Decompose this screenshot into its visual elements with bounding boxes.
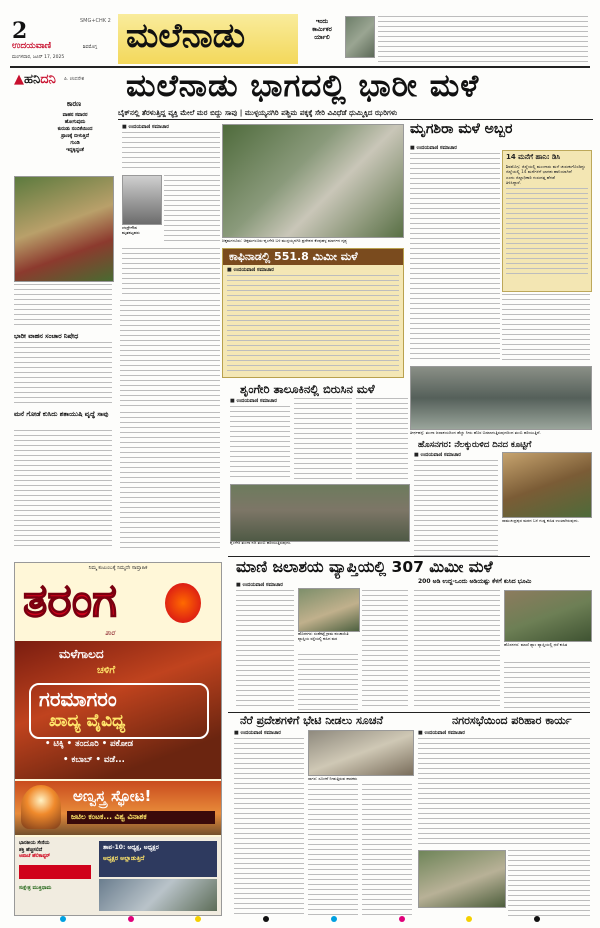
lead-text-2 — [164, 175, 220, 245]
hani-title-right: ದನಿ — [40, 72, 56, 87]
lead-photo-caption: ಚಿಕ್ಕಮಗಳೂರು: ಚಿಕ್ಕಮಗಳೂರು-ಶೃಂಗೇರಿ ಬಳಿ ಮುಳ್ಳಯ್ಯನಗಿರಿ ಪ್ರದೇಶದ ಕೆಂಪುಹಳ್ಳ ಮಾರ್ಗದ ದೃಶ್ಯ — [222, 238, 348, 243]
ad-tagline: ನಿಮ್ಮ ಕುಟುಂಬಕ್ಕೆ ನಿಮ್ಮದೇ ಸಾಪ್ತಾಹಿಕ — [88, 565, 148, 571]
city: ಶಿವಮೊಗ್ಗ — [83, 45, 97, 50]
ad-food-panel — [15, 641, 221, 779]
ad-bottom-left-2: ಶಕ್ತಿ ಹೆಚ್ಚಿಸಲಿದೆ — [19, 847, 43, 853]
hosanagar-text — [414, 460, 498, 556]
hani-author: ಪಿ. ಚಂದನೇಶ — [64, 77, 85, 82]
bottom-right-headline[interactable]: ನಗರಸಭೆಯಿಂದ ಪರಿಹಾರ ಕಾರ್ಯ — [452, 714, 572, 727]
paper-name: ಉದಯವಾಣಿ — [12, 41, 52, 51]
hani-heading: ಕಾರಣ — [66, 100, 82, 108]
hani-line: ಕುರುಡು ನಂಬಿಕೆಯಿಂದ — [57, 127, 93, 132]
left-photo — [14, 176, 114, 282]
bottom-left-photo-1 — [308, 730, 414, 776]
box-story — [502, 150, 592, 292]
ad-items-2: • ಕಬಾಬ್ • ವಡೆ... — [63, 755, 125, 765]
bottom-rule — [228, 712, 590, 713]
cyan-mark — [331, 916, 337, 922]
bottom-left-headline[interactable]: ನೆರೆ ಪ್ರದೇಶಗಳಿಗೆ ಭೇಟಿ ನೀಡಲು ಸೂಚನೆ — [240, 714, 383, 727]
ad-banner-sub-bg — [67, 811, 215, 824]
ad-brand: ತರಂಗ — [23, 573, 117, 627]
victim-portrait — [122, 175, 162, 225]
bottom-right-byline: ■ ಉದಯವಾಣಿ ಸಮಾಚಾರ — [418, 730, 465, 736]
dam-photo-1 — [298, 588, 360, 632]
promo-line-1: ಇಂದು — [315, 18, 329, 25]
yellow-mark — [195, 916, 201, 922]
dam-photo-2 — [504, 590, 592, 642]
ad-brand-swirl-icon — [165, 583, 201, 623]
ad-feature-2: ಖಾದ್ಯ ವೈವಿಧ್ಯ — [49, 711, 126, 731]
magenta-mark — [128, 916, 134, 922]
rain-box — [222, 248, 404, 378]
bottom-left-caption-1: ಸಾಗರ: ಸೂಚನೆ ನೀಡುತ್ತಿರುವ ಶಾಸಕರು — [308, 776, 358, 781]
bridge-photo-caption: ತೀರ್ಥಹಳ್ಳಿ: ತುಂಗಾ ಜಲಾಶಯದಿಂದ ಹೆಚ್ಚು ನೀರು ಹೊರ ಬಿಡಲಾಗುತ್ತಿರುವುದರಿಂದ ತುಂಬಿ ಹರಿಯುತ್ತಿದೆ. — [410, 430, 541, 435]
sub-headline[interactable]: ಮೃಗಶಿರಾ ಮಳೆ ಅಬ್ಬರ — [410, 121, 513, 137]
subhead-rule — [118, 119, 593, 120]
hani-line: ಇದ್ದಕ್ಕಿದ್ದಂತೆ — [66, 148, 84, 153]
magenta-mark — [399, 916, 405, 922]
ad-bottom-mid-2: ಅಧ್ಯಕ್ಷರ ಅಲ್ಲಾಡುತ್ತಿದೆ — [103, 855, 145, 862]
ad-line-2: ಚಳಿಗೆ — [97, 665, 116, 676]
ad-items-1: • ಟಿಕ್ಕಿ • ತಂದೂರಿ • ಪಕೋಡ — [45, 739, 134, 749]
ad-bottom-left-1: ಭಾರತೀಯ ಸೇನೆಯ — [19, 841, 50, 846]
hosanagar-photo-caption: ರಾಮಚಂದ್ರಪುರ ಮಠದ ಬಳಿ ಗುಡ್ಡ ಕುಸಿತ ಉಂಟಾಗಿರುವುದು. — [502, 518, 579, 523]
dam-photo-2-caption: ಹೊಸನಗರ: ಮಾಣಿ ಡ್ಯಾಂ ವ್ಯಾಪ್ತಿಯಲ್ಲಿ ಧರೆ ಕುಸಿತ — [504, 642, 568, 647]
bottom-left-byline: ■ ಉದಯವಾಣಿ ಸಮಾಚಾರ — [234, 730, 281, 736]
hani-line: ಗುಂಡಿ — [70, 141, 80, 146]
hani-line: ಹೋಗುವುದು — [64, 120, 86, 125]
ad-banner-sub: ಜಟಿಲ ಕಂಟಕ... ವಿಶ್ವ ವಿನಾಶಕ — [71, 812, 147, 821]
left-photo-caption — [14, 284, 112, 328]
rain-box-headline[interactable]: ಕಾಫಿನಾಡಲ್ಲಿ 551.8 ಮಿಮೀ ಮಳೆ — [229, 250, 358, 263]
hosanagar-byline: ■ ಉದಯವಾಣಿ ಸಮಾಚಾರ — [414, 452, 461, 458]
promo-photo — [345, 16, 375, 58]
rain-box-byline: ■ ಉದಯವಾಣಿ ಸಮಾಚಾರ — [227, 267, 274, 273]
page-number-text: 2 — [12, 18, 28, 44]
yellow-mark — [466, 916, 472, 922]
lead-text-3 — [122, 248, 220, 296]
left-story-1-headline[interactable]: ಭಾರೀ ವಾಹನ ಸಂಚಾರ ನಿಷೇಧ — [14, 332, 79, 340]
taranga-ad[interactable] — [14, 562, 222, 916]
hani-line: ಪ್ರಾಣಕ್ಕೆ ಬೀಳುತ್ತಿದೆ — [61, 134, 89, 139]
ad-bottom-red-strip — [19, 865, 91, 879]
lead-continuation-text — [120, 412, 220, 552]
bridge-photo — [410, 366, 592, 430]
dam-text-3 — [362, 590, 408, 710]
dam-text-4 — [414, 590, 500, 710]
box-story-body — [503, 164, 591, 186]
ad-bottom-small: ಸುಕ್ಷೇತ್ರ ಮುಕ್ತಿಧಾಮ — [19, 885, 52, 891]
victim-portrait-caption: ಚಂದ್ರೇಗೌಡ ಮೃತಪಟ್ಟವರು — [122, 225, 140, 235]
ad-bottom-panel — [15, 837, 221, 915]
sub-text-2 — [502, 294, 590, 362]
dam-text-1 — [236, 590, 294, 710]
hani-poem — [40, 112, 110, 154]
sringeri-photo — [230, 484, 410, 542]
lead-byline: ■ ಉದಯವಾಣಿ ಸಮಾಚಾರ — [122, 124, 169, 130]
black-mark — [263, 916, 269, 922]
box-story-text — [506, 188, 588, 278]
section-title: ಮಲೆನಾಡು — [126, 16, 246, 56]
sub-text-1 — [410, 153, 500, 363]
ad-banner: ಅಣ್ವಸ್ತ್ರ ಸ್ಫೋಟ! — [73, 787, 152, 805]
dam-text-2 — [298, 654, 358, 710]
bottom-left-text-3 — [362, 784, 412, 918]
left-story-1-text — [14, 342, 112, 406]
print-code: SMG+CHK 2 — [80, 18, 111, 24]
ad-issue-label: ತಾರ — [105, 629, 115, 637]
box-line: ತಿಳಿಸಿದ್ದಾರೆ. — [506, 180, 522, 186]
promo-line-2: ಕಾರ್ಮಿಕರ — [312, 26, 332, 33]
bottom-right-text-2 — [508, 850, 590, 918]
ad-bottom-photo — [99, 879, 217, 911]
ad-bottom-mid-bg — [99, 841, 217, 877]
ad-bottom-left-3: ಅಪಾಚೆ ಹೆಲಿಕಾಪ್ಟರ್ — [19, 854, 51, 859]
sringeri-byline: ■ ಉದಯವಾಣಿ ಸಮಾಚಾರ — [230, 398, 277, 404]
hosanagar-headline[interactable]: ಹೊಸನಗರ: ನೆಲಕ್ಕುರುಳಿದ ದಿನದ ಕೂಟ್ಟಿಗೆ — [418, 440, 532, 450]
lead-subhead: ಬೈಕ್‌ನಲ್ಲಿ ತೆರಳುತ್ತಿದ್ದ ವ್ಯಕ್ತಿ ಮೇಲೆ ಮರ ಬಿದ್ದು ಸಾವು | ಮುಳ್ಳಯ್ಯನಗಿರಿ ಪಶ್ಚಿಮ ಪಕ್ಕಕ್ಕೆ ಸೇರಿ ವಿವಿಧೆಡೆ ಧುಮ್ಮಿಕ್ಕಿದ ಝರಿಗಳು — [118, 108, 398, 117]
sringeri-text-2 — [294, 398, 352, 480]
box-story-headline[interactable]: 14 ಮನೆಗೆ ಹಾನಿ: ಡಿಸಿ — [506, 153, 561, 161]
hani-line: ವಾಹನ ಸವಾರರ — [62, 113, 88, 118]
ad-blast-panel — [15, 781, 221, 835]
dam-text-5 — [504, 662, 590, 710]
sringeri-headline[interactable]: ಶೃಂಗೇರಿ ತಾಲೂಕಿನಲ್ಲಿ ಬಿರುಸಿನ ಮಳೆ — [240, 382, 375, 396]
bottom-left-text-2 — [308, 784, 358, 918]
box-line: ಎಂದು ಜಿಲ್ಲಾಧಿಕಾರಿ ಗುರುದತ್ತ ಹೆಗಡೆ — [506, 174, 555, 180]
hani-title-left: ಹನಿ — [24, 72, 41, 87]
sringeri-text-1 — [230, 406, 290, 480]
sringeri-photo-caption: ಶೃಂಗೇರಿ ತುಂಗಾ ನದಿ ತುಂಬಿ ಹರಿಯುತ್ತಿರುವುದು. — [230, 540, 292, 545]
box-line: ಶಿವಮೊಗ್ಗ: ಜಿಲ್ಲೆಯಲ್ಲಿ ಮುಂಗಾರು ಮಳೆ ಚುರುಕುಗೊಂಡಿದ್ದು — [506, 164, 586, 169]
box-line: ಜಿಲ್ಲೆಯಲ್ಲಿ 14 ಮನೆಗಳಿಗೆ ಭಾಗಶಃ ಹಾನಿಯಾಗಿದೆ — [506, 169, 572, 175]
print-color-marks — [60, 916, 540, 922]
ad-feature: ಗರಮಾಗರಂ — [39, 687, 117, 711]
mushroom-cloud-icon — [21, 785, 61, 829]
rain-box-header — [223, 249, 403, 265]
hani-dani-title: ▲ಹನಿದನಿ — [14, 72, 56, 87]
dam-headline[interactable]: ಮಾಣಿ ಜಲಾಶಯ ವ್ಯಾಪ್ತಿಯಲ್ಲಿ 307 ಮಿಮೀ ಮಳೆ — [236, 558, 493, 576]
cyan-mark — [60, 916, 66, 922]
rain-box-text — [227, 275, 399, 375]
black-mark — [534, 916, 540, 922]
promo-box[interactable] — [302, 18, 342, 42]
ad-line-1: ಮಳೆಗಾಲದ — [59, 647, 104, 661]
ad-bottom-mid: ತಾಪ-10: ಅಧ್ಯಕ್ಷ, ಅಧ್ಯಕ್ಷರ — [103, 844, 159, 851]
lead-headline[interactable]: ಮಲೆನಾಡು ಭಾಗದಲ್ಲಿ ಭಾರೀ ಮಳೆ — [126, 68, 480, 104]
lead-text-1 — [122, 132, 220, 172]
top-right-story-text — [378, 16, 588, 62]
dam-subhead: 200 ಅಡಿ ಉದ್ದ-ಒಂದು ಅಡಿಯಷ್ಟು ಕೆಳಗೆ ಕುಸಿದ ಭೂಮಿ — [418, 578, 532, 585]
bottom-right-photo — [418, 850, 506, 908]
hosanagar-photo — [502, 452, 592, 518]
dam-byline: ■ ಉದಯವಾಣಿ ಸಮಾಚಾರ — [236, 582, 283, 588]
left-story-2-headline[interactable]: ಮನೆ ಗೋಡೆ ಕುಸಿದು ಶತಾಯುಷಿ ವೃದ್ಧೆ ಸಾವು — [14, 410, 109, 418]
issue-date: ಮಂಗಳವಾರ, ಜೂನ್ 17, 2025 — [12, 55, 65, 60]
left-story-2-text — [14, 430, 112, 550]
lead-photo — [222, 124, 404, 238]
sringeri-text-3 — [356, 398, 408, 480]
dam-top-rule — [228, 556, 590, 557]
dam-photo-1-caption: ಹೊಸನಗರ: ಸಂಪೆಕಟ್ಟೆ ಗ್ರಾಮ ಪಂಚಾಯಿತಿ ವ್ಯಾಪ್ತಿಯ ರಸ್ತೆಯಲ್ಲಿ ಕುಸಿದ ಮರ — [298, 631, 349, 641]
ad-bottom-left — [19, 841, 93, 861]
bottom-left-text-1 — [234, 738, 304, 918]
section-title-band — [118, 14, 298, 64]
promo-line-3: ರ್ಯಾಲಿ — [314, 34, 330, 41]
lead-col2-lower-text — [120, 300, 220, 408]
sub-byline: ■ ಉದಯವಾಣಿ ಸಮಾಚಾರ — [410, 145, 457, 151]
bottom-right-text-1 — [418, 738, 590, 848]
